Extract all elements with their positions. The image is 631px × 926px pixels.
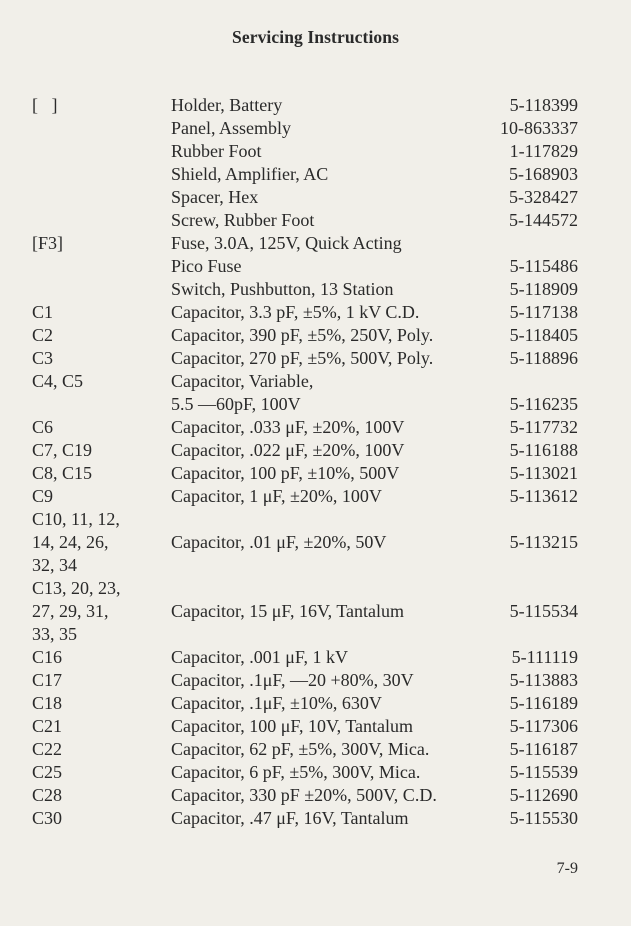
part-description: Capacitor, .033 μF, ±20%, 100V [171,417,405,437]
part-number: 5-117138 [509,302,578,322]
reference-designator: C16 [32,647,63,667]
reference-designator: C9 [32,486,54,506]
part-number: 5-117732 [509,417,578,437]
part-description: Capacitor, .022 μF, ±20%, 100V [171,440,405,460]
part-number: 5-116188 [509,440,578,460]
part-number: 5-117306 [509,716,578,736]
part-number: 5-328427 [509,187,578,207]
part-description: Screw, Rubber Foot [171,210,315,230]
parts-row [0,209,631,232]
parts-row [0,94,631,117]
parts-row [0,738,631,761]
parts-row [0,439,631,462]
part-description: Capacitor, 390 pF, ±5%, 250V, Poly. [171,325,434,345]
parts-row [0,646,631,669]
part-number: 5-116235 [509,394,578,414]
part-description: Fuse, 3.0A, 125V, Quick Acting [171,233,402,253]
parts-row [0,669,631,692]
part-number: 5-113021 [509,463,578,483]
part-description: Switch, Pushbutton, 13 Station [171,279,394,299]
part-number: 5-116189 [509,693,578,713]
part-description: Capacitor, Variable, [171,371,314,391]
parts-row [0,577,631,600]
reference-designator: C8, C15 [32,463,93,483]
reference-designator: 14, 24, 26, [32,532,109,552]
reference-designator: 32, 34 [32,555,77,575]
part-description: Rubber Foot [171,141,262,161]
parts-row [0,600,631,623]
parts-row [0,485,631,508]
reference-designator: C17 [32,670,63,690]
part-description: Panel, Assembly [171,118,291,138]
part-number: 10-863337 [500,118,578,138]
parts-row [0,715,631,738]
parts-row [0,554,631,577]
parts-list [0,94,631,830]
parts-row [0,301,631,324]
part-description: Capacitor, 15 μF, 16V, Tantalum [171,601,405,621]
parts-row [0,761,631,784]
part-description: Capacitor, 6 pF, ±5%, 300V, Mica. [171,762,421,782]
parts-row [0,692,631,715]
part-description: Capacitor, .1μF, —20 +80%, 30V [171,670,414,690]
parts-row [0,163,631,186]
parts-row [0,623,631,646]
part-description: Capacitor, .01 μF, ±20%, 50V [171,532,387,552]
part-number: 5-118909 [509,279,578,299]
reference-designator: 27, 29, 31, [32,601,109,621]
part-number: 5-118405 [509,325,578,345]
parts-row [0,807,631,830]
reference-designator: C2 [32,325,54,345]
reference-designator: C1 [32,302,54,322]
parts-row [0,278,631,301]
reference-designator: C28 [32,785,63,805]
part-number: 5-115530 [509,808,578,828]
part-description: 5.5 —60pF, 100V [171,394,301,414]
part-description: Capacitor, 1 μF, ±20%, 100V [171,486,382,506]
part-description: Capacitor, 100 pF, ±10%, 500V [171,463,400,483]
page-number: 7-9 [556,860,578,877]
part-number: 5-111119 [511,647,578,667]
part-number: 5-118399 [509,95,578,115]
part-number: 5-116187 [509,739,578,759]
part-number: 5-113612 [509,486,578,506]
part-description: Capacitor, .47 μF, 16V, Tantalum [171,808,409,828]
parts-row [0,416,631,439]
part-number: 5-113883 [509,670,578,690]
part-description: Pico Fuse [171,256,242,276]
reference-designator: C22 [32,739,63,759]
parts-row [0,508,631,531]
reference-designator: C3 [32,348,54,368]
parts-row [0,186,631,209]
part-number: 5-118896 [509,348,578,368]
reference-designator: C25 [32,762,63,782]
part-description: Capacitor, 100 μF, 10V, Tantalum [171,716,414,736]
parts-row [0,393,631,416]
parts-row [0,531,631,554]
parts-row [0,255,631,278]
parts-row [0,324,631,347]
parts-row [0,370,631,393]
parts-row [0,462,631,485]
page-title: Servicing Instructions [232,27,399,47]
parts-row [0,347,631,370]
part-description: Capacitor, 330 pF ±20%, 500V, C.D. [171,785,437,805]
reference-designator: [F3] [32,233,63,253]
parts-row [0,140,631,163]
reference-designator: [ ] [32,95,58,115]
reference-designator: 33, 35 [32,624,77,644]
part-number: 5-115486 [509,256,578,276]
part-number: 5-168903 [509,164,578,184]
reference-designator: C10, 11, 12, [32,509,120,529]
reference-designator: C7, C19 [32,440,93,460]
part-number: 5-112690 [509,785,578,805]
part-number: 5-144572 [509,210,578,230]
part-description: Capacitor, 270 pF, ±5%, 500V, Poly. [171,348,434,368]
part-description: Shield, Amplifier, AC [171,164,329,184]
part-description: Capacitor, 3.3 pF, ±5%, 1 kV C.D. [171,302,420,322]
reference-designator: C4, C5 [32,371,84,391]
part-description: Spacer, Hex [171,187,259,207]
reference-designator: C18 [32,693,63,713]
reference-designator: C6 [32,417,54,437]
parts-row [0,232,631,255]
part-description: Capacitor, .001 μF, 1 kV [171,647,348,667]
reference-designator: C21 [32,716,63,736]
part-description: Holder, Battery [171,95,283,115]
reference-designator: C30 [32,808,63,828]
part-description: Capacitor, .1μF, ±10%, 630V [171,693,382,713]
part-number: 1-117829 [509,141,578,161]
part-number: 5-115534 [509,601,578,621]
parts-row [0,784,631,807]
reference-designator: C13, 20, 23, [32,578,121,598]
part-description: Capacitor, 62 pF, ±5%, 300V, Mica. [171,739,430,759]
part-number: 5-113215 [509,532,578,552]
part-number: 5-115539 [509,762,578,782]
parts-row [0,117,631,140]
